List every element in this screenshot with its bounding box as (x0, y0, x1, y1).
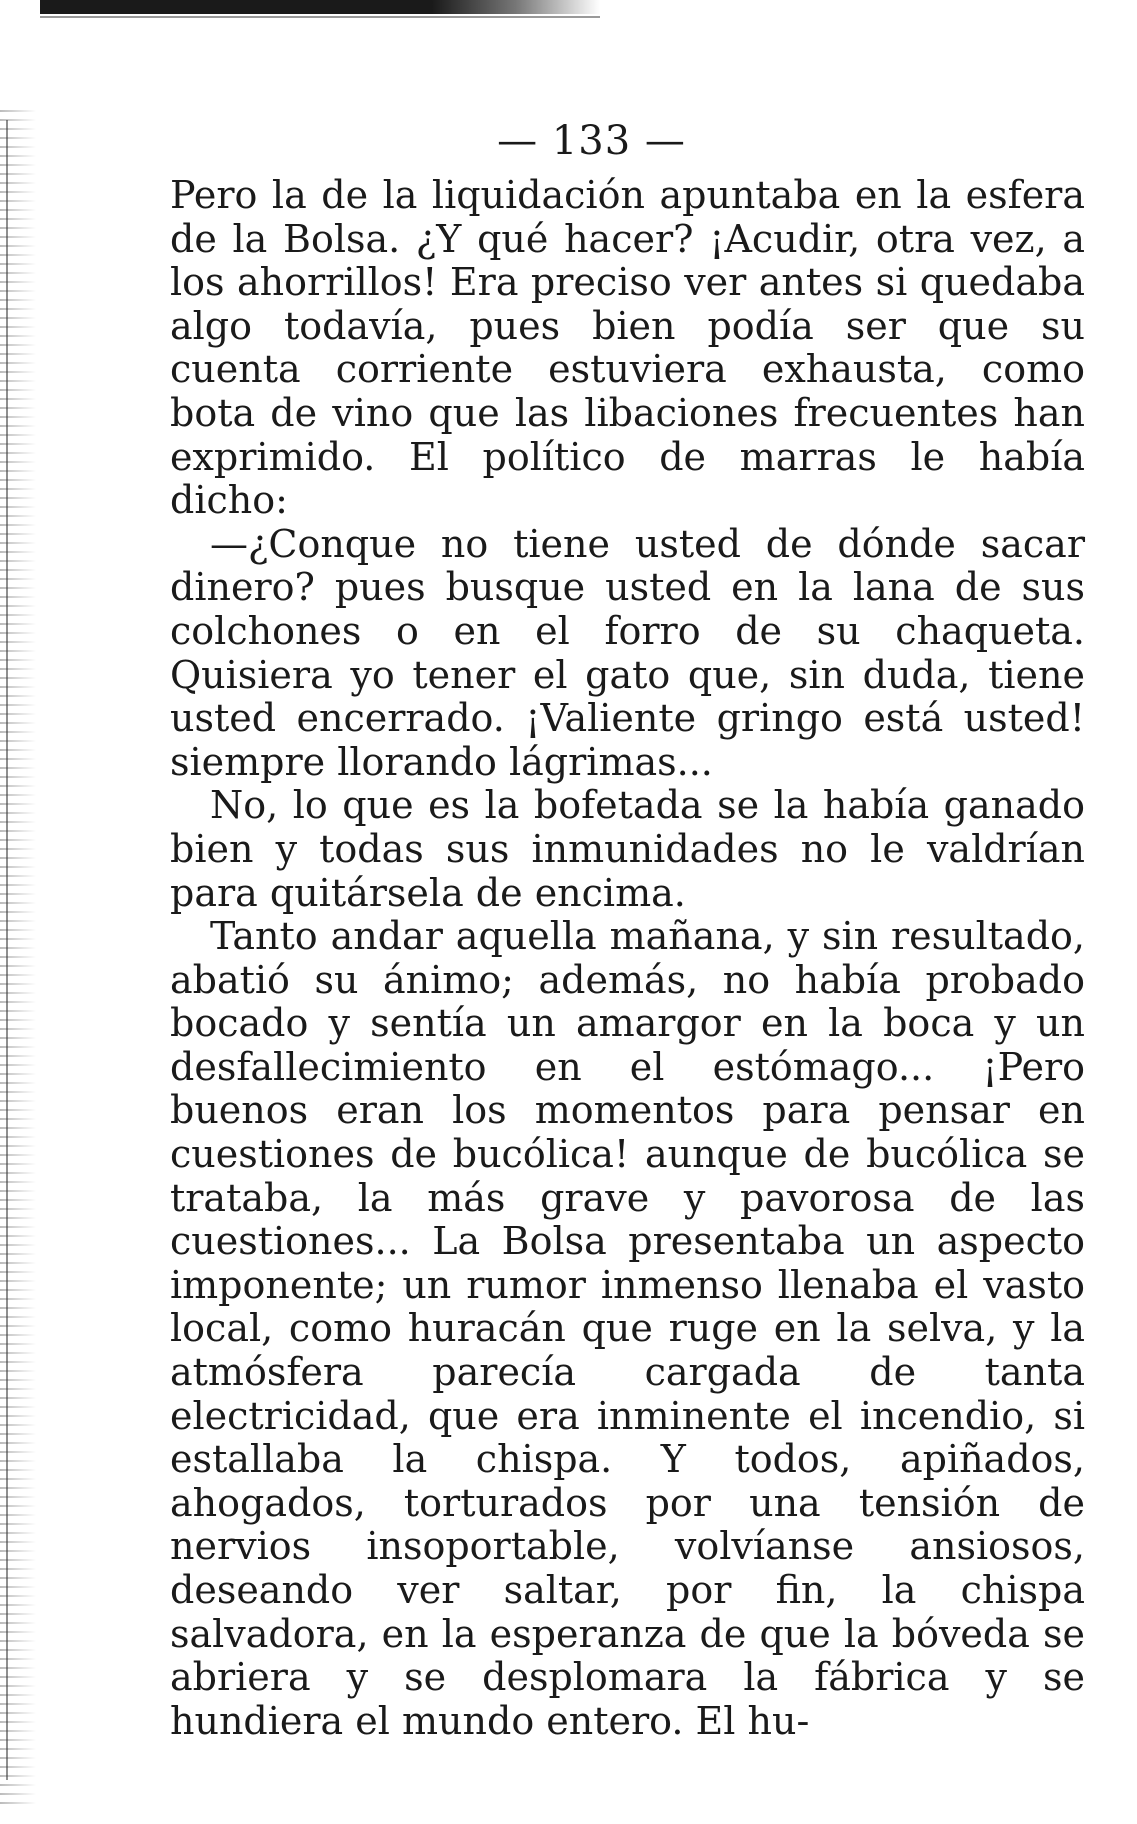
body-text (170, 174, 1085, 1743)
paragraph-1: Pero la de la liquidación apuntaba en la esfera de la Bolsa. ¿Y qué hacer? ¡Acudir, otra vez, a los ahorrillos! Era preciso ver antes si quedaba algo todavía, pues bien podía ser que su cuenta corriente estuviera exhausta, como bota de vino que las libaciones frecuentes han exprimido. El político de marras le había dicho: (170, 173, 1085, 523)
binding-edge-line (6, 120, 8, 1780)
top-edge-rule (40, 0, 600, 14)
top-edge-thin-rule (40, 16, 600, 18)
page-number: — 133 — (497, 118, 686, 164)
paragraph-3: No, lo que es la bofetada se la había ganado bien y todas sus inmunidades no le valdrían para quitársela de encima. (170, 783, 1085, 915)
paragraph-4: Tanto andar aquella mañana, y sin resultado, abatió su ánimo; además, no había probado bocado y sentía un amargor en la boca y un desfallecimiento en el estómago... ¡Pero buenos eran los momentos para pensar en cuestiones de bucólica! aunque de bucólica se trataba, la más grave y pavorosa de las cuestiones... La Bolsa presentaba un aspecto imponente; un rumor inmenso llenaba el vasto local, como huracán que ruge en la selva, y la atmósfera parecía cargada de tanta electricidad, que era inminente el incendio, si estallaba la chispa. Y todos, apiñados, ahogados, torturados por una tensión de nervios insoportable, volvíanse ansiosos, deseando ver saltar, por fin, la chispa salvadora, en la esperanza de que la bóveda se abriera y se desplomara la fábrica y se hundiera el mundo entero. El hu- (170, 914, 1085, 1743)
paragraph-2: —¿Conque no tiene usted de dónde sacar dinero? pues busque usted en la lana de sus colchones o en el forro de su chaqueta. Quisiera yo tener el gato que, sin duda, tiene usted encerrado. ¡Valiente gringo está usted! siempre llorando lágrimas... (170, 521, 1085, 784)
